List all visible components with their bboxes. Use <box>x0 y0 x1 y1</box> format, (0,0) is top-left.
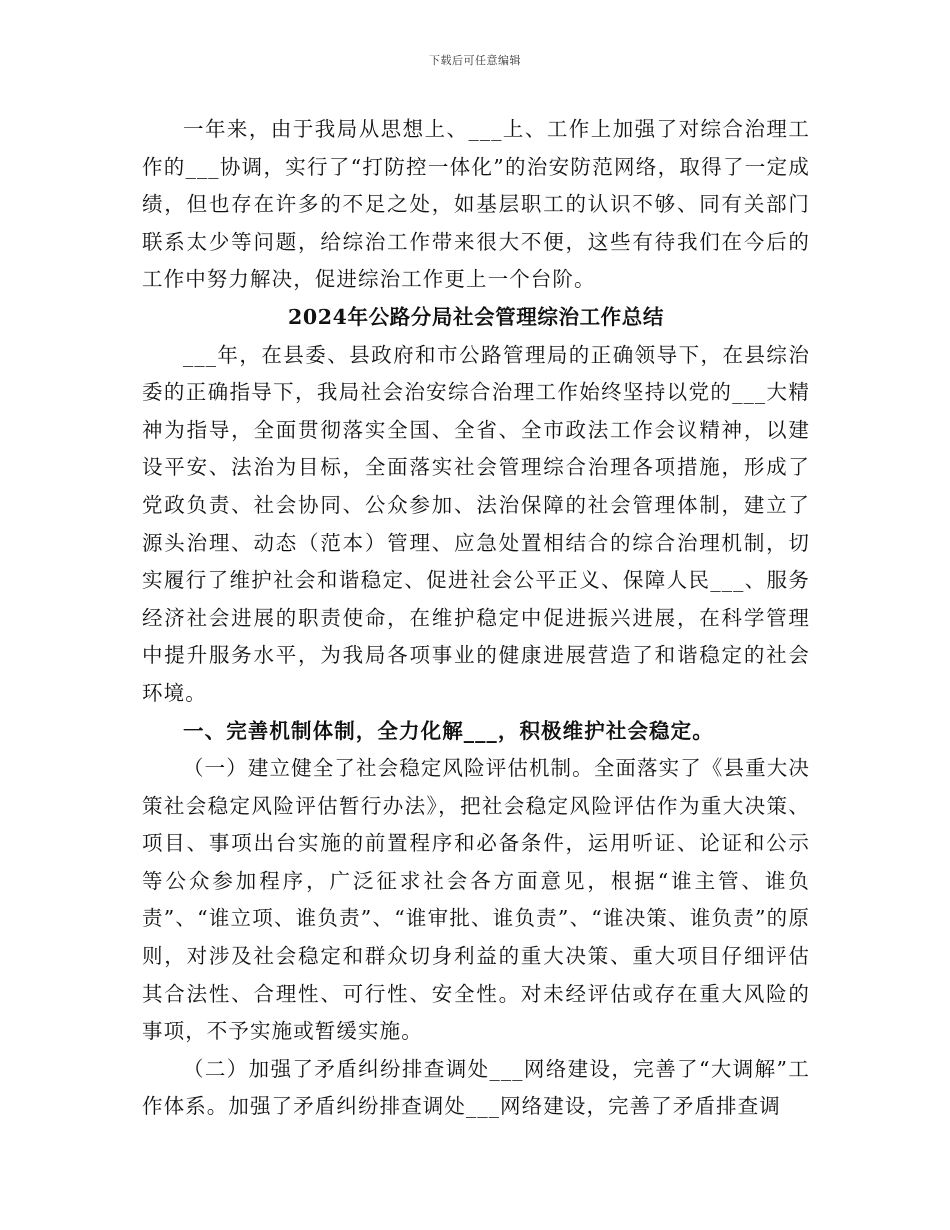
document-body <box>142 111 810 1126</box>
paragraph-1: ___年，在县委、县政府和市公路管理局的正确领导下，在县综治委的正确指导下，我局社会治安综合治理工作始终坚持以党的___大精神为指导，全面贯彻落实全国、全省、全市政法工作会议精神，以建设平安、法治为目标，全面落实社会管理综合治理各项措施，形成了党政负责、社会协同、公众参加、法治保障的社会管理体制，建立了源头治理、动态（范本）管理、应急处置相结合的综合治理机制，切实履行了维护社会和谐稳定、促进社会公平正义、保障人民___、服务经济社会进展的职责使命，在维护稳定中促进振兴进展，在科学管理中提升服务水平，为我局各项事业的健康进展营造了和谐稳定的社会环境。 <box>142 342 810 705</box>
section-1-heading: 一、完善机制体制，全力化解___，积极维护社会稳定。 <box>183 718 714 743</box>
paragraph-2: （一）建立健全了社会稳定风险评估机制。全面落实了《县重大决策社会稳定风险评估暂行办法》，把社会稳定风险评估作为重大决策、项目、事项出台实施的前置程序和必备条件，运用听证、论证和公示等公众参加程序，广泛征求社会各方面意见，根据“谁主管、谁负责”、“谁立项、谁负责”、“谁审批、谁负责”、“谁决策、谁负责”的原则，对涉及社会稳定和群众切身利益的重大决策、重大项目仔细评估其合法性、合理性、可行性、安全性。对未经评估或存在重大风险的事项，不予实施或暂缓实施。 <box>142 756 810 1044</box>
paragraph-3: （二）加强了矛盾纠纷排查调处___网络建设，完善了“大调解”工作体系。加强了矛盾纠纷排查调处___网络建设，完善了矛盾排查调 <box>142 1056 810 1119</box>
intro-paragraph: 一年来，由于我局从思想上、___上、工作上加强了对综合治理工作的___协调，实行了“打防控一体化”的治安防范网络，取得了一定成绩，但也存在许多的不足之处，如基层职工的认识不够、同有关部门联系太少等问题，给综治工作带来很大不便，这些有待我们在今后的工作中努力解决，促进综治工作更上一个台阶。 <box>142 117 810 292</box>
page-header: 下载后可任意编辑 <box>429 54 521 67</box>
document-title: 2024年公路分局社会管理综治工作总结 <box>288 304 664 329</box>
